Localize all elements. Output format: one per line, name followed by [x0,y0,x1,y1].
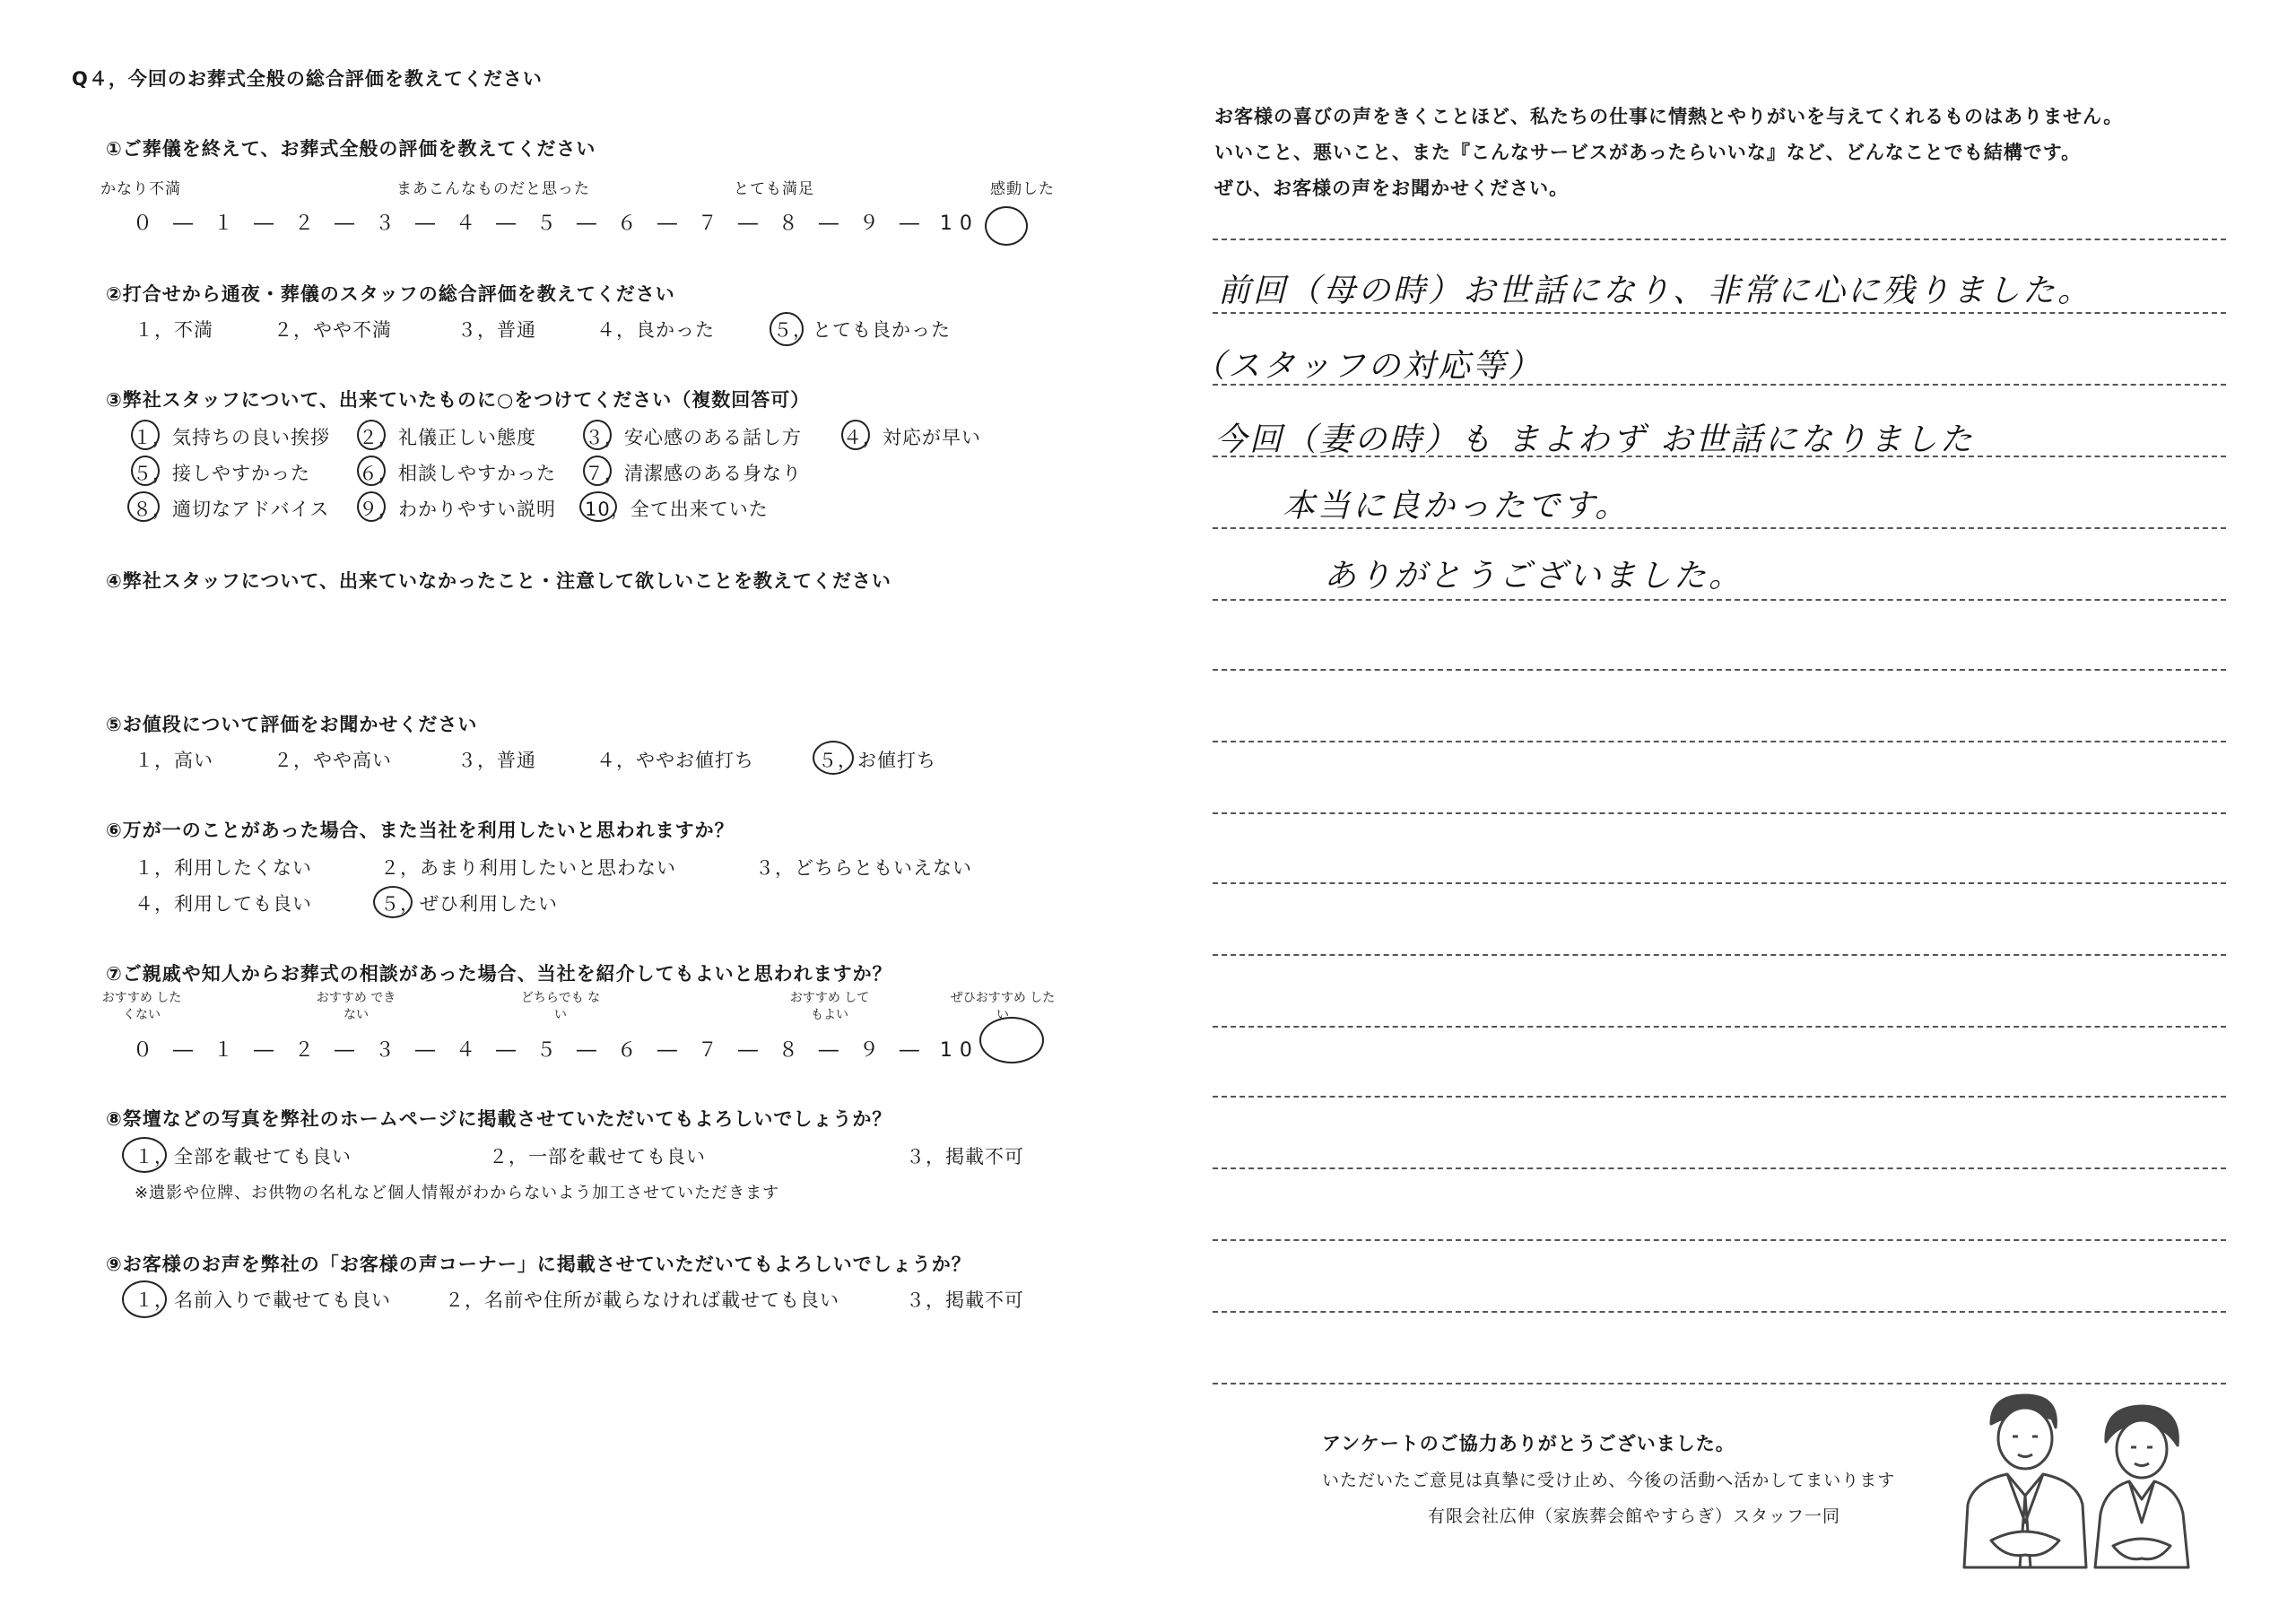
question-9-title: ⑨お客様のお声を弊社の「お客様の声コーナー」に掲載させていただいてもよろしいでしょうか？ [106,1254,971,1275]
company-signature: 有限会社広伸（家族葬会館やすらぎ）スタッフ一同 [1428,1506,1841,1526]
q3-option-4[interactable]: ４，対応が早い [843,427,981,448]
q3-option-7[interactable]: ７，清潔感のある身なり [585,463,802,484]
q3-circle-8 [127,491,160,522]
q2-option-5[interactable]: ５，とても良かった [773,319,951,341]
q3-option-6[interactable]: ６，相談しやすかった [359,463,556,484]
q3-circle-3 [583,420,612,450]
q1-label-top: 感動した [990,180,1055,198]
section-title: Q４，今回のお葬式全般の総合評価を教えてください [72,68,543,90]
ruled-line [1213,312,2226,314]
q5-option-5[interactable]: ５，お値打ち [818,750,936,771]
q5-option-4[interactable]: ４，ややお値打ち [596,750,754,771]
q3-circle-9 [357,491,386,522]
q3-circle-1 [131,420,160,450]
question-2-title: ②打合せから通夜・葬儀のスタッフの総合評価を教えてください [106,283,675,305]
q2-option-3[interactable]: ３，普通 [457,319,536,341]
q7-label-5: ぜひおすすめ したい [950,991,1056,1022]
question-5-title: ⑤お値段について評価をお聞かせください [106,714,478,735]
ruled-line [1213,1383,2226,1384]
q8-selected-circle [122,1137,167,1173]
q7-label-2: おすすめ できない [316,991,396,1022]
q7-selected-circle [979,1017,1044,1063]
q3-option-9[interactable]: ９，わかりやすい説明 [359,499,556,520]
q5-option-3[interactable]: ３，普通 [457,750,536,771]
q5-option-2[interactable]: ２，やや高い [274,750,392,771]
q1-label-mid: まあこんなものだと思った [396,180,590,198]
q8-option-1[interactable]: １，全部を載せても良い [135,1146,352,1167]
ruled-line [1213,1239,2226,1241]
ruled-line [1213,741,2226,742]
handwritten-line-1: 前回（母の時）お世話になり、非常に心に残りました。 [1218,273,2093,309]
ruled-line [1213,1096,2226,1098]
q1-rating-scale[interactable]: ０ ― １ ― ２ ― ３ ― ４ ― ５ ― ６ ― ７ ― ８ ― ９ ― 10 [133,213,979,235]
q3-circle-7 [583,456,612,486]
q7-rating-scale[interactable]: ０ ― １ ― ２ ― ３ ― ４ ― ５ ― ６ ― ７ ― ８ ― ９ ― 10 [133,1039,979,1062]
question-7-title: ⑦ご親戚や知人からお葬式の相談があった場合、当社を紹介してもよいと思われますか？ [106,963,892,985]
q6-option-5[interactable]: ５，ぜひ利用したい [380,893,558,915]
ruled-line [1213,882,2226,884]
q3-option-8[interactable]: ８，適切なアドバイス [133,499,330,520]
q6-selected-circle [373,886,413,918]
q7-label-3: どちらでも ない [520,991,601,1022]
q2-option-1[interactable]: １，不満 [135,319,213,341]
q3-option-10[interactable]: 10，全て出来ていた [585,499,769,520]
q3-circle-2 [357,420,386,450]
q5-selected-circle [813,741,854,775]
thanks-heading: アンケートのご協力ありがとうございました。 [1322,1433,1735,1454]
q7-label-4: おすすめ してもよい [789,991,870,1022]
ruled-line [1213,812,2226,814]
handwritten-line-4: 本当に良かったです。 [1283,488,1631,525]
q3-option-3[interactable]: ３，安心感のある話し方 [585,427,802,448]
q3-circle-6 [357,456,386,486]
q9-option-2[interactable]: ２，名前や住所が載らなければ載せても良い [445,1289,839,1311]
q3-option-1[interactable]: １，気持ちの良い挨拶 [133,427,330,448]
ruled-line [1213,669,2226,671]
q2-option-4[interactable]: ４，良かった [596,319,715,341]
q9-option-3[interactable]: ３，掲載不可 [906,1289,1024,1311]
q8-note: ※遺影や位牌、お供物の名札など個人情報がわからないよう加工させていただきます [135,1184,780,1202]
q6-option-3[interactable]: ３，どちらともいえない [755,857,972,879]
ruled-line [1213,1167,2226,1169]
q2-selected-circle [770,312,804,346]
intro-line-1: お客様の喜びの声をきくことほど、私たちの仕事に情熱とやりがいを与えてくれるものはありません。 [1214,106,2124,127]
q9-option-1[interactable]: １，名前入りで載せても良い [135,1289,391,1311]
handwritten-line-3: 今回（妻の時）も まよわず お世話になりました [1214,421,1975,458]
ruled-line [1213,954,2226,956]
handwritten-line-5: ありがとうございました。 [1324,558,1744,595]
q1-label-low: かなり不満 [100,180,181,198]
q3-circle-5 [131,456,160,486]
question-6-title: ⑥万が一のことがあった場合、また当社を利用したいと思われますか？ [106,820,735,841]
question-1-title: ①ご葬儀を終えて、お葬式全般の評価を教えてください [106,138,596,160]
q8-option-2[interactable]: ２，一部を載せても良い [489,1146,706,1167]
q1-label-high: とても満足 [734,180,814,198]
q7-label-1: おすすめ したくない [101,991,182,1022]
intro-line-3: ぜひ、お客様の声をお聞かせください。 [1214,178,1570,199]
ruled-line [1213,1311,2226,1313]
ruled-line [1213,527,2226,529]
q3-option-5[interactable]: ５，接しやすかった [133,463,310,484]
q3-circle-10 [579,491,617,522]
q3-option-2[interactable]: ２，礼儀正しい態度 [359,427,536,448]
q6-option-4[interactable]: ４，利用しても良い [135,893,312,915]
ruled-line [1213,239,2226,240]
question-4-title: ④弊社スタッフについて、出来ていなかったこと・注意して欲しいことを教えてください [106,570,891,592]
q9-selected-circle [122,1280,167,1318]
q1-selected-circle [985,206,1028,246]
question-8-title: ⑧祭壇などの写真を弊社のホームページに掲載させていただいてもよろしいでしょうか？ [106,1108,892,1130]
ruled-line [1213,1026,2226,1028]
q5-option-1[interactable]: １，高い [135,750,213,771]
q3-circle-4 [841,420,870,450]
q8-option-3[interactable]: ３，掲載不可 [906,1146,1024,1167]
q2-option-2[interactable]: ２，やや不満 [274,319,392,341]
q6-option-1[interactable]: １，利用したくない [135,857,312,879]
ruled-line [1213,599,2226,601]
thanks-body: いただいたご意見は真摯に受け止め、今後の活動へ活かしてまいります [1322,1471,1896,1490]
staff-illustration [1955,1388,2197,1576]
intro-line-2: いいこと、悪いこと、また『こんなサービスがあったらいいな』など、どんなことでも結構です。 [1214,142,2082,163]
q6-option-2[interactable]: ２，あまり利用したいと思わない [380,857,676,879]
handwritten-line-2: （スタッフの対応等） [1193,348,1544,385]
question-3-title: ③弊社スタッフについて、出来ていたものに○をつけてください（複数回答可） [106,389,811,411]
